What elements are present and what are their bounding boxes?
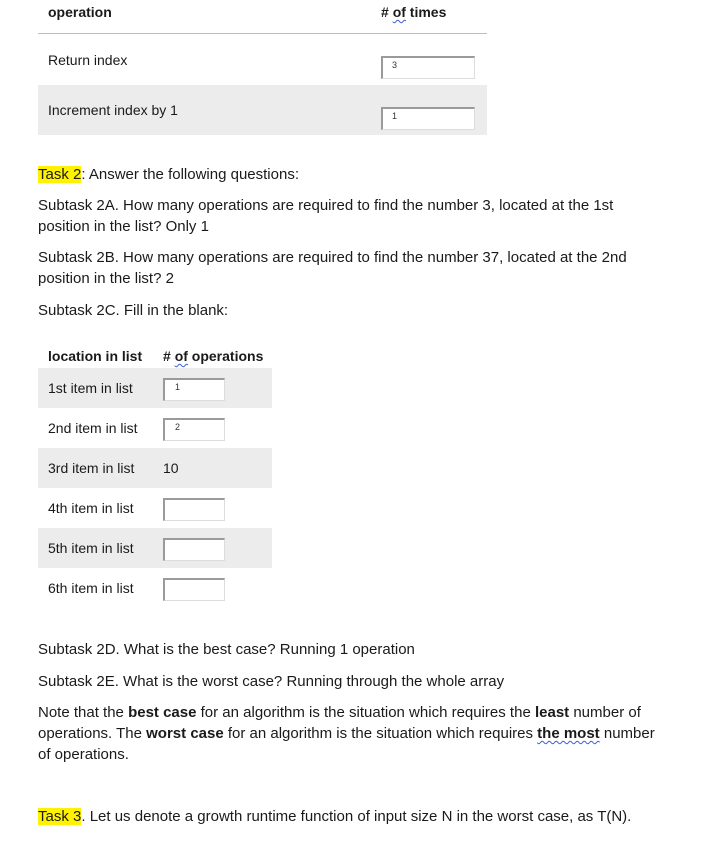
table-row: [38, 35, 487, 85]
times-header-text: of: [392, 4, 406, 20]
operations-column-header: # of operations: [163, 348, 264, 364]
note-paragraph: [38, 702, 670, 765]
operation-column-header: operation: [48, 4, 112, 20]
operations-value: 10: [163, 460, 179, 476]
table-row: [38, 528, 272, 568]
operations-input[interactable]: [163, 498, 225, 521]
table-row: [38, 408, 272, 448]
operation-cell: Increment index by 1: [48, 102, 178, 118]
task3-paragraph: [38, 806, 668, 827]
task3-label: Task 3: [38, 808, 82, 825]
note-text: for an algorithm is the situation which requires the: [196, 704, 535, 721]
subtask-2d: Subtask 2D. What is the best case? Running 1 operation: [38, 641, 415, 658]
note-text: Note that the: [38, 704, 129, 721]
location-cell: 2nd item in list: [48, 420, 138, 436]
note-text: number of operations.: [38, 725, 655, 763]
operations-input[interactable]: [163, 578, 225, 601]
location-cell: 1st item in list: [48, 380, 133, 396]
operations-input[interactable]: 2: [163, 418, 225, 441]
operations-table: [38, 0, 487, 135]
table-row: [38, 568, 272, 608]
operations-input[interactable]: 1: [163, 378, 225, 401]
task2-heading: [38, 164, 668, 185]
note-text: number of operations. The: [38, 704, 641, 742]
worst-case-term: worst case: [146, 725, 224, 742]
location-column-header: location in list: [48, 348, 143, 364]
operations-table-header: [38, 0, 487, 34]
table-row: [38, 448, 272, 488]
subtask-2e: Subtask 2E. What is the worst case? Running through the whole array: [38, 673, 505, 690]
times-column-header: # of times: [381, 4, 447, 20]
location-cell: 4th item in list: [48, 500, 134, 516]
table-row: [38, 85, 487, 135]
operations-input[interactable]: [163, 538, 225, 561]
location-table-header: [38, 340, 272, 368]
table-row: [38, 368, 272, 408]
location-cell: 3rd item in list: [48, 460, 135, 476]
best-case-term: best case: [128, 704, 197, 721]
task3-text: . Let us denote a growth runtime function of input size N in the worst case, as T(N).: [81, 808, 632, 825]
least-term: least: [534, 704, 570, 721]
task2-text: : Answer the following questions:: [81, 166, 299, 183]
subtask-2c: Subtask 2C. Fill in the blank:: [38, 302, 229, 319]
subtask-2a: Subtask 2A. How many operations are required to find the number 3, located at the 1st position in the list? Only 1: [38, 197, 614, 235]
the-most-term: the most: [537, 725, 600, 742]
note-text: for an algorithm is the situation which requires: [223, 725, 538, 742]
times-input[interactable]: 1: [381, 107, 475, 130]
location-cell: 6th item in list: [48, 580, 134, 596]
location-operations-table: [38, 340, 272, 608]
times-input[interactable]: 3: [381, 56, 475, 79]
location-cell: 5th item in list: [48, 540, 134, 556]
task2-label: Task 2: [38, 166, 82, 183]
subtask-2b: Subtask 2B. How many operations are required to find the number 37, located at the 2nd position in the list? 2: [38, 249, 627, 287]
operation-cell: Return index: [48, 52, 128, 68]
table-row: [38, 488, 272, 528]
